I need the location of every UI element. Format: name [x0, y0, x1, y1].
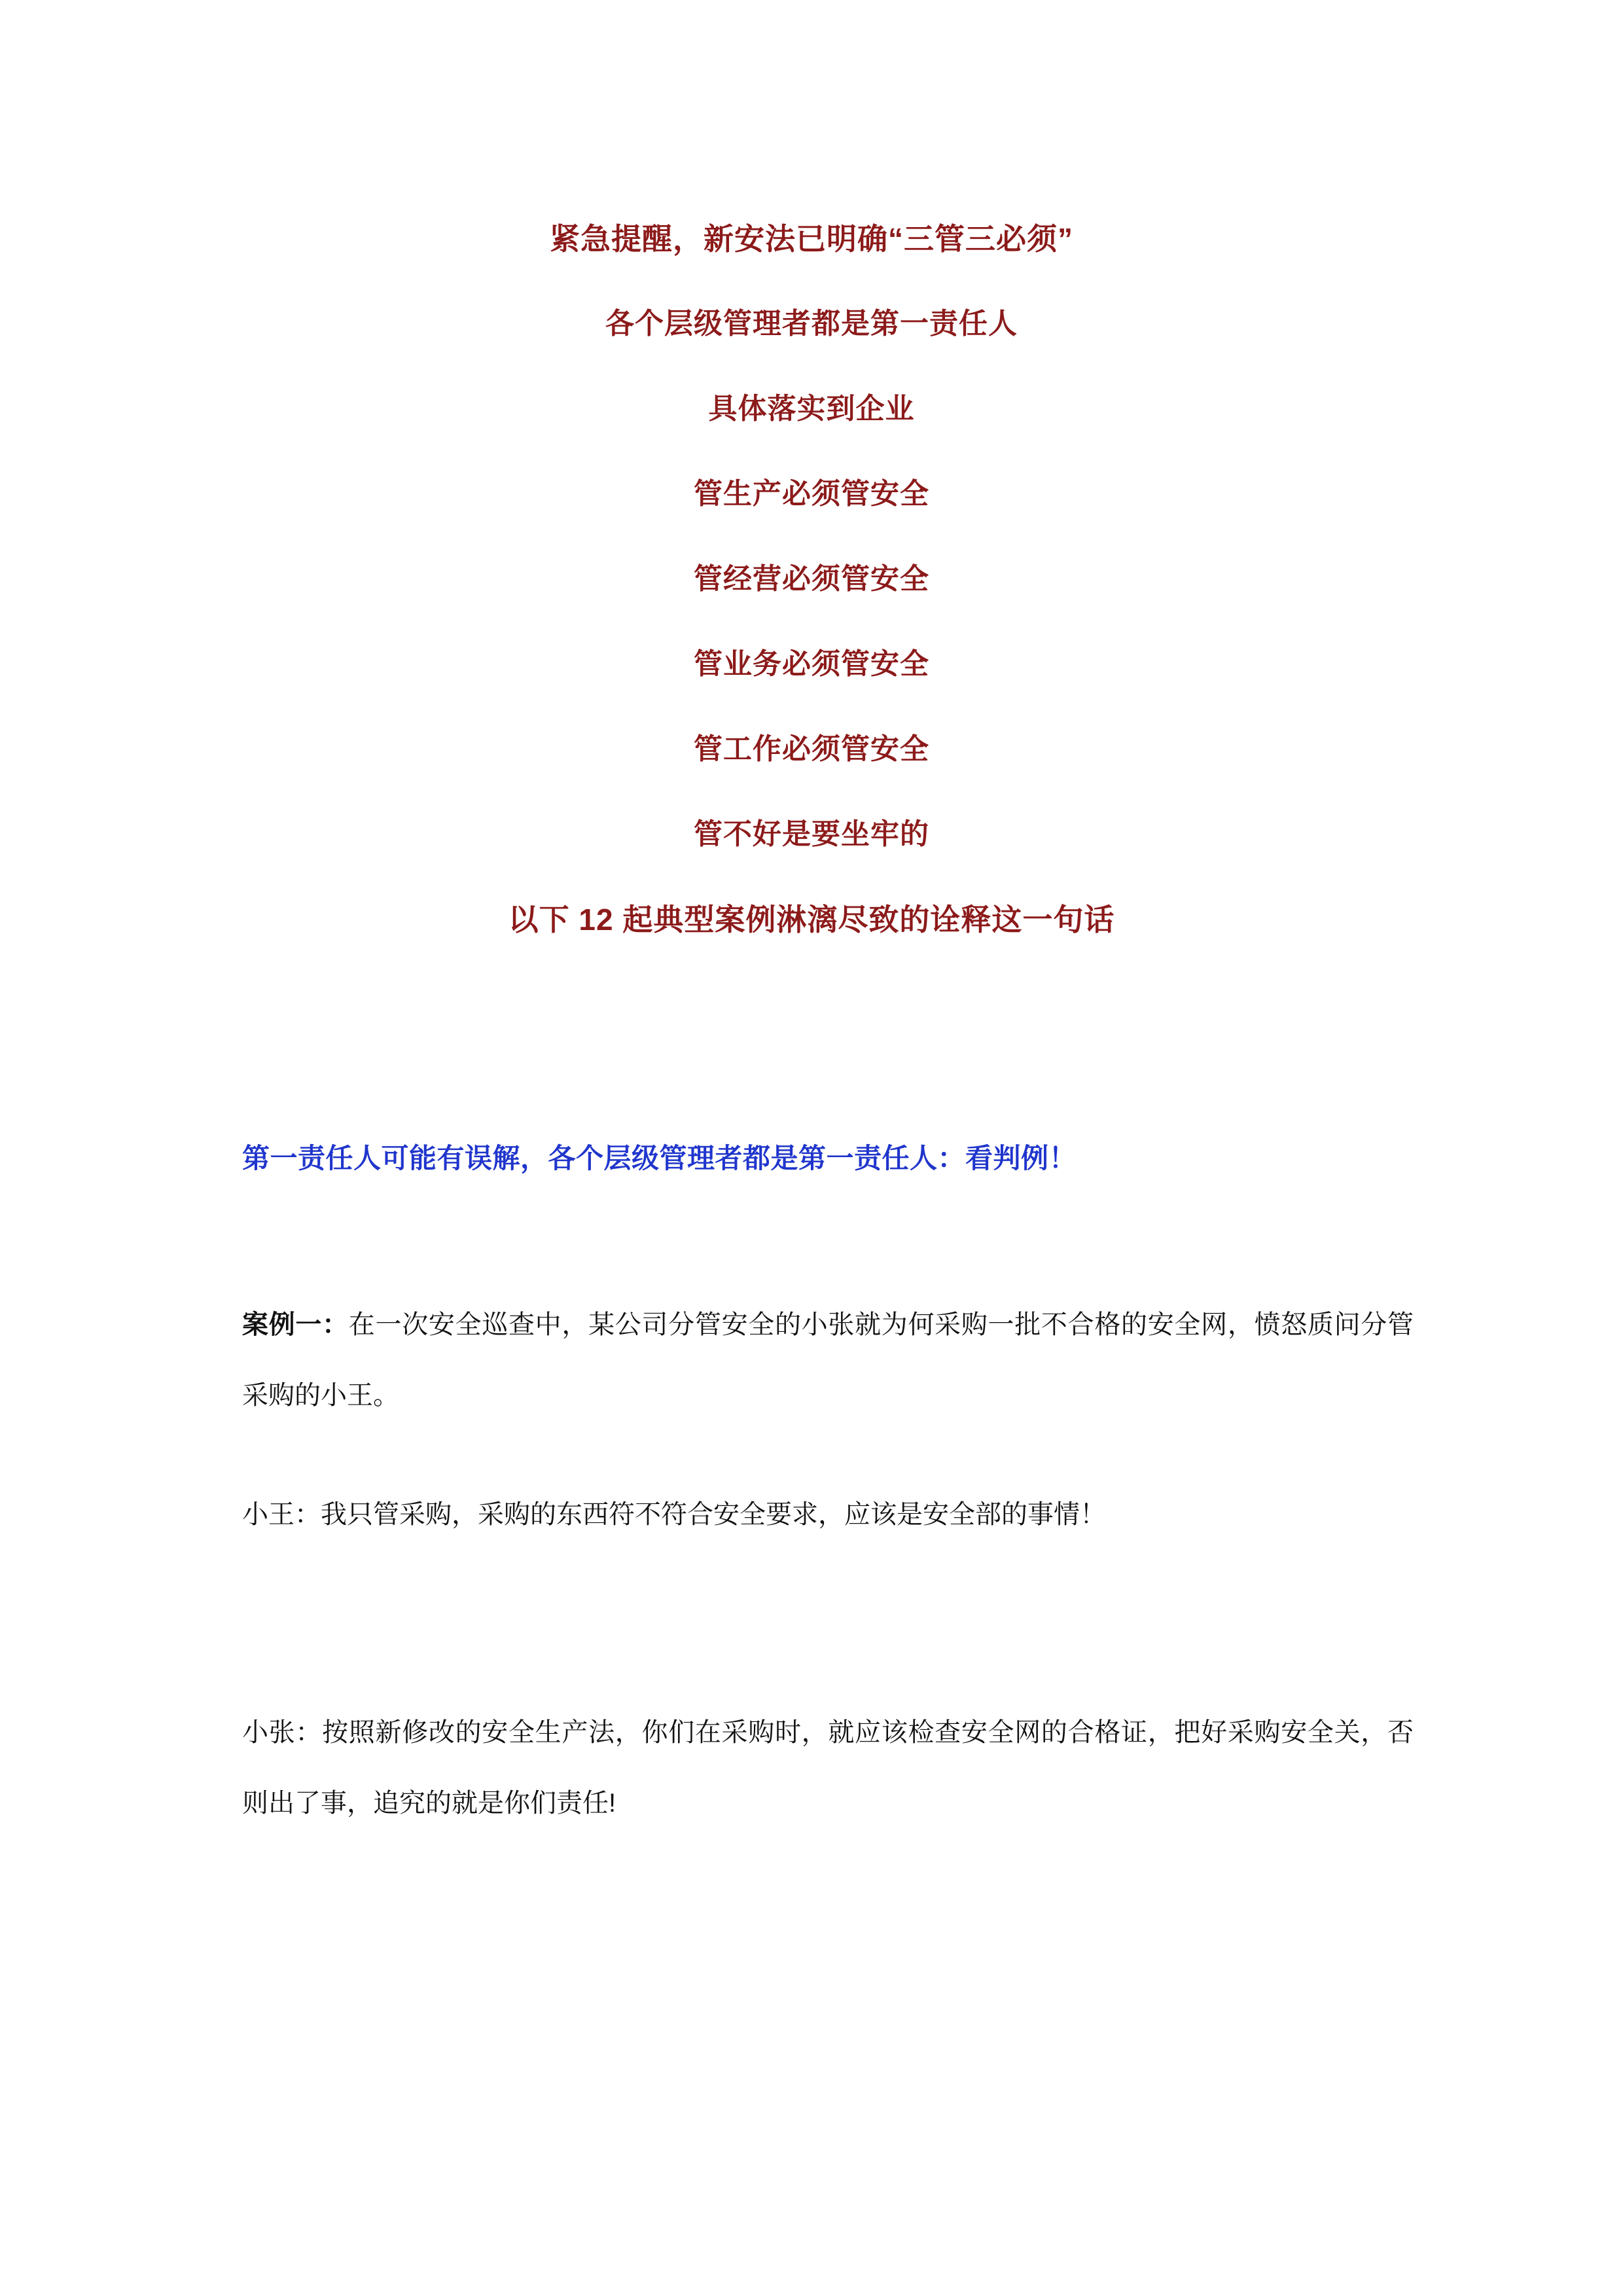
paragraph-xiaowang	[242, 1479, 1414, 1550]
paragraph-xiaozhang	[242, 1697, 1414, 1839]
headline-block	[0, 196, 1623, 962]
headline-line-2: 各个层级管理者都是第一责任人	[605, 308, 1018, 340]
case-text: 在一次安全巡查中，某公司分管安全的小张就为何采购一批不合格的安全网，愤怒质问分管采购的小王。	[242, 1310, 1414, 1410]
headline-line-9: 以下 12 起典型案例淋漓尽致的诠释这一句话	[508, 903, 1115, 937]
headline-line-3: 具体落实到企业	[708, 393, 915, 425]
paragraph-case-one	[242, 1289, 1414, 1431]
headline-line-1: 紧急提醒，新安法已明确“三管三必须”	[550, 222, 1073, 256]
xiaowang-text: 小王：我只管采购，采购的东西符不符合安全要求，应该是安全部的事情！	[242, 1500, 1106, 1529]
headline-line-6: 管业务必须管安全	[694, 648, 929, 680]
xiaozhang-text: 小张：按照新修改的安全生产法，你们在采购时，就应该检查安全网的合格证，把好采购安全关，否则出了事，追究的就是你们责任!	[242, 1718, 1414, 1818]
body-block	[242, 1289, 1414, 1839]
case-label: 案例一：	[242, 1310, 349, 1339]
headline-line-4: 管生产必须管安全	[694, 478, 929, 510]
headline-line-5: 管经营必须管安全	[694, 563, 929, 595]
headline-line-8: 管不好是要坐牢的	[694, 818, 929, 850]
section-heading: 第一责任人可能有误解，各个层级管理者都是第一责任人：看判例！	[242, 1143, 1077, 1174]
headline-line-7: 管工作必须管安全	[694, 733, 929, 765]
